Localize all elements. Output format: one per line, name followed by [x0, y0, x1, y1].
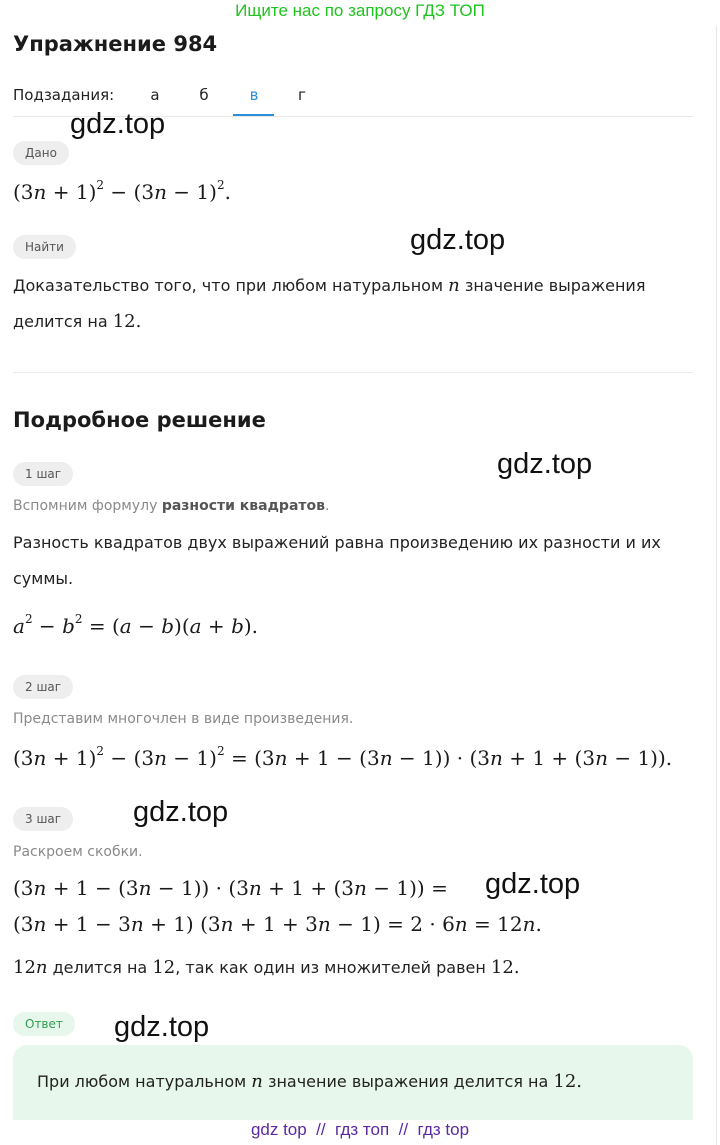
watermark: gdz.top — [410, 224, 506, 256]
answer-chip: Ответ — [13, 1012, 75, 1036]
watermark: gdz.top — [485, 868, 581, 900]
step-2-chip: 2 шаг — [13, 675, 73, 699]
tab-g[interactable]: г — [298, 86, 306, 104]
step-3-formula-line2: (3n + 1 − 3n + 1) (3n + 1 + 3n − 1) = 2 · 6n = 12n. — [13, 912, 542, 936]
step-3-hint: Раскроем скобки. — [13, 844, 143, 860]
step-3-formula-line1: (3n + 1 − (3n − 1)) · (3n + 1 + (3n − 1)) = — [13, 876, 448, 900]
given-expression: $(3n + 1)^2 - (3n - 1)^2$. — [13, 178, 231, 204]
step-1-chip: 1 шаг — [13, 462, 73, 486]
search-banner: Ищите нас по запросу ГДЗ ТОП — [235, 1, 485, 20]
tab-b[interactable]: б — [199, 86, 209, 104]
watermark: gdz.top — [497, 448, 593, 480]
given-chip: Дано — [13, 141, 69, 165]
step-3-chip: 3 шаг — [13, 807, 73, 831]
find-variable: n — [448, 275, 460, 296]
step-1-formula: $a^2 - b^2 = (a - b)(a + b)$. — [13, 612, 259, 638]
step-3-conclusion: 12n делится на 12, так как один из множителей равен 12. — [13, 957, 520, 978]
tab-v[interactable]: в — [249, 86, 259, 104]
tab-a[interactable]: а — [150, 86, 160, 104]
find-chip: Найти — [13, 235, 76, 259]
subtasks-label: Подзадания: — [13, 86, 115, 104]
answer-text: При любом натуральном n значение выражения делится на 12. — [37, 1071, 583, 1092]
watermark: gdz.top — [114, 1011, 210, 1043]
step-1-hint: Вспомним формулу разности квадратов. — [13, 498, 330, 514]
page-title: Упражнение 984 — [13, 32, 218, 56]
section-divider — [13, 372, 693, 373]
step-1-text: Разность квадратов двух выражений равна произведению их разности и их суммы. — [13, 533, 661, 588]
step-2-formula: $(3n + 1)^2 - (3n - 1)^2 = (3n + 1 - (3n - 1)) \cdot (3n + 1 + (3n - 1))$. — [13, 744, 673, 770]
find-text: Доказательство того, что при любом натуральном n значение выражения делится на 12. — [13, 275, 646, 332]
right-border — [716, 26, 717, 1145]
answer-box — [13, 1045, 693, 1120]
watermark: gdz.top — [70, 108, 166, 140]
footer-links[interactable]: gdz top // гдз топ // гдз top — [250, 1120, 470, 1139]
step-2-hint: Представим многочлен в виде произведения. — [13, 711, 354, 727]
solution-heading: Подробное решение — [13, 408, 266, 432]
watermark: gdz.top — [133, 796, 229, 828]
